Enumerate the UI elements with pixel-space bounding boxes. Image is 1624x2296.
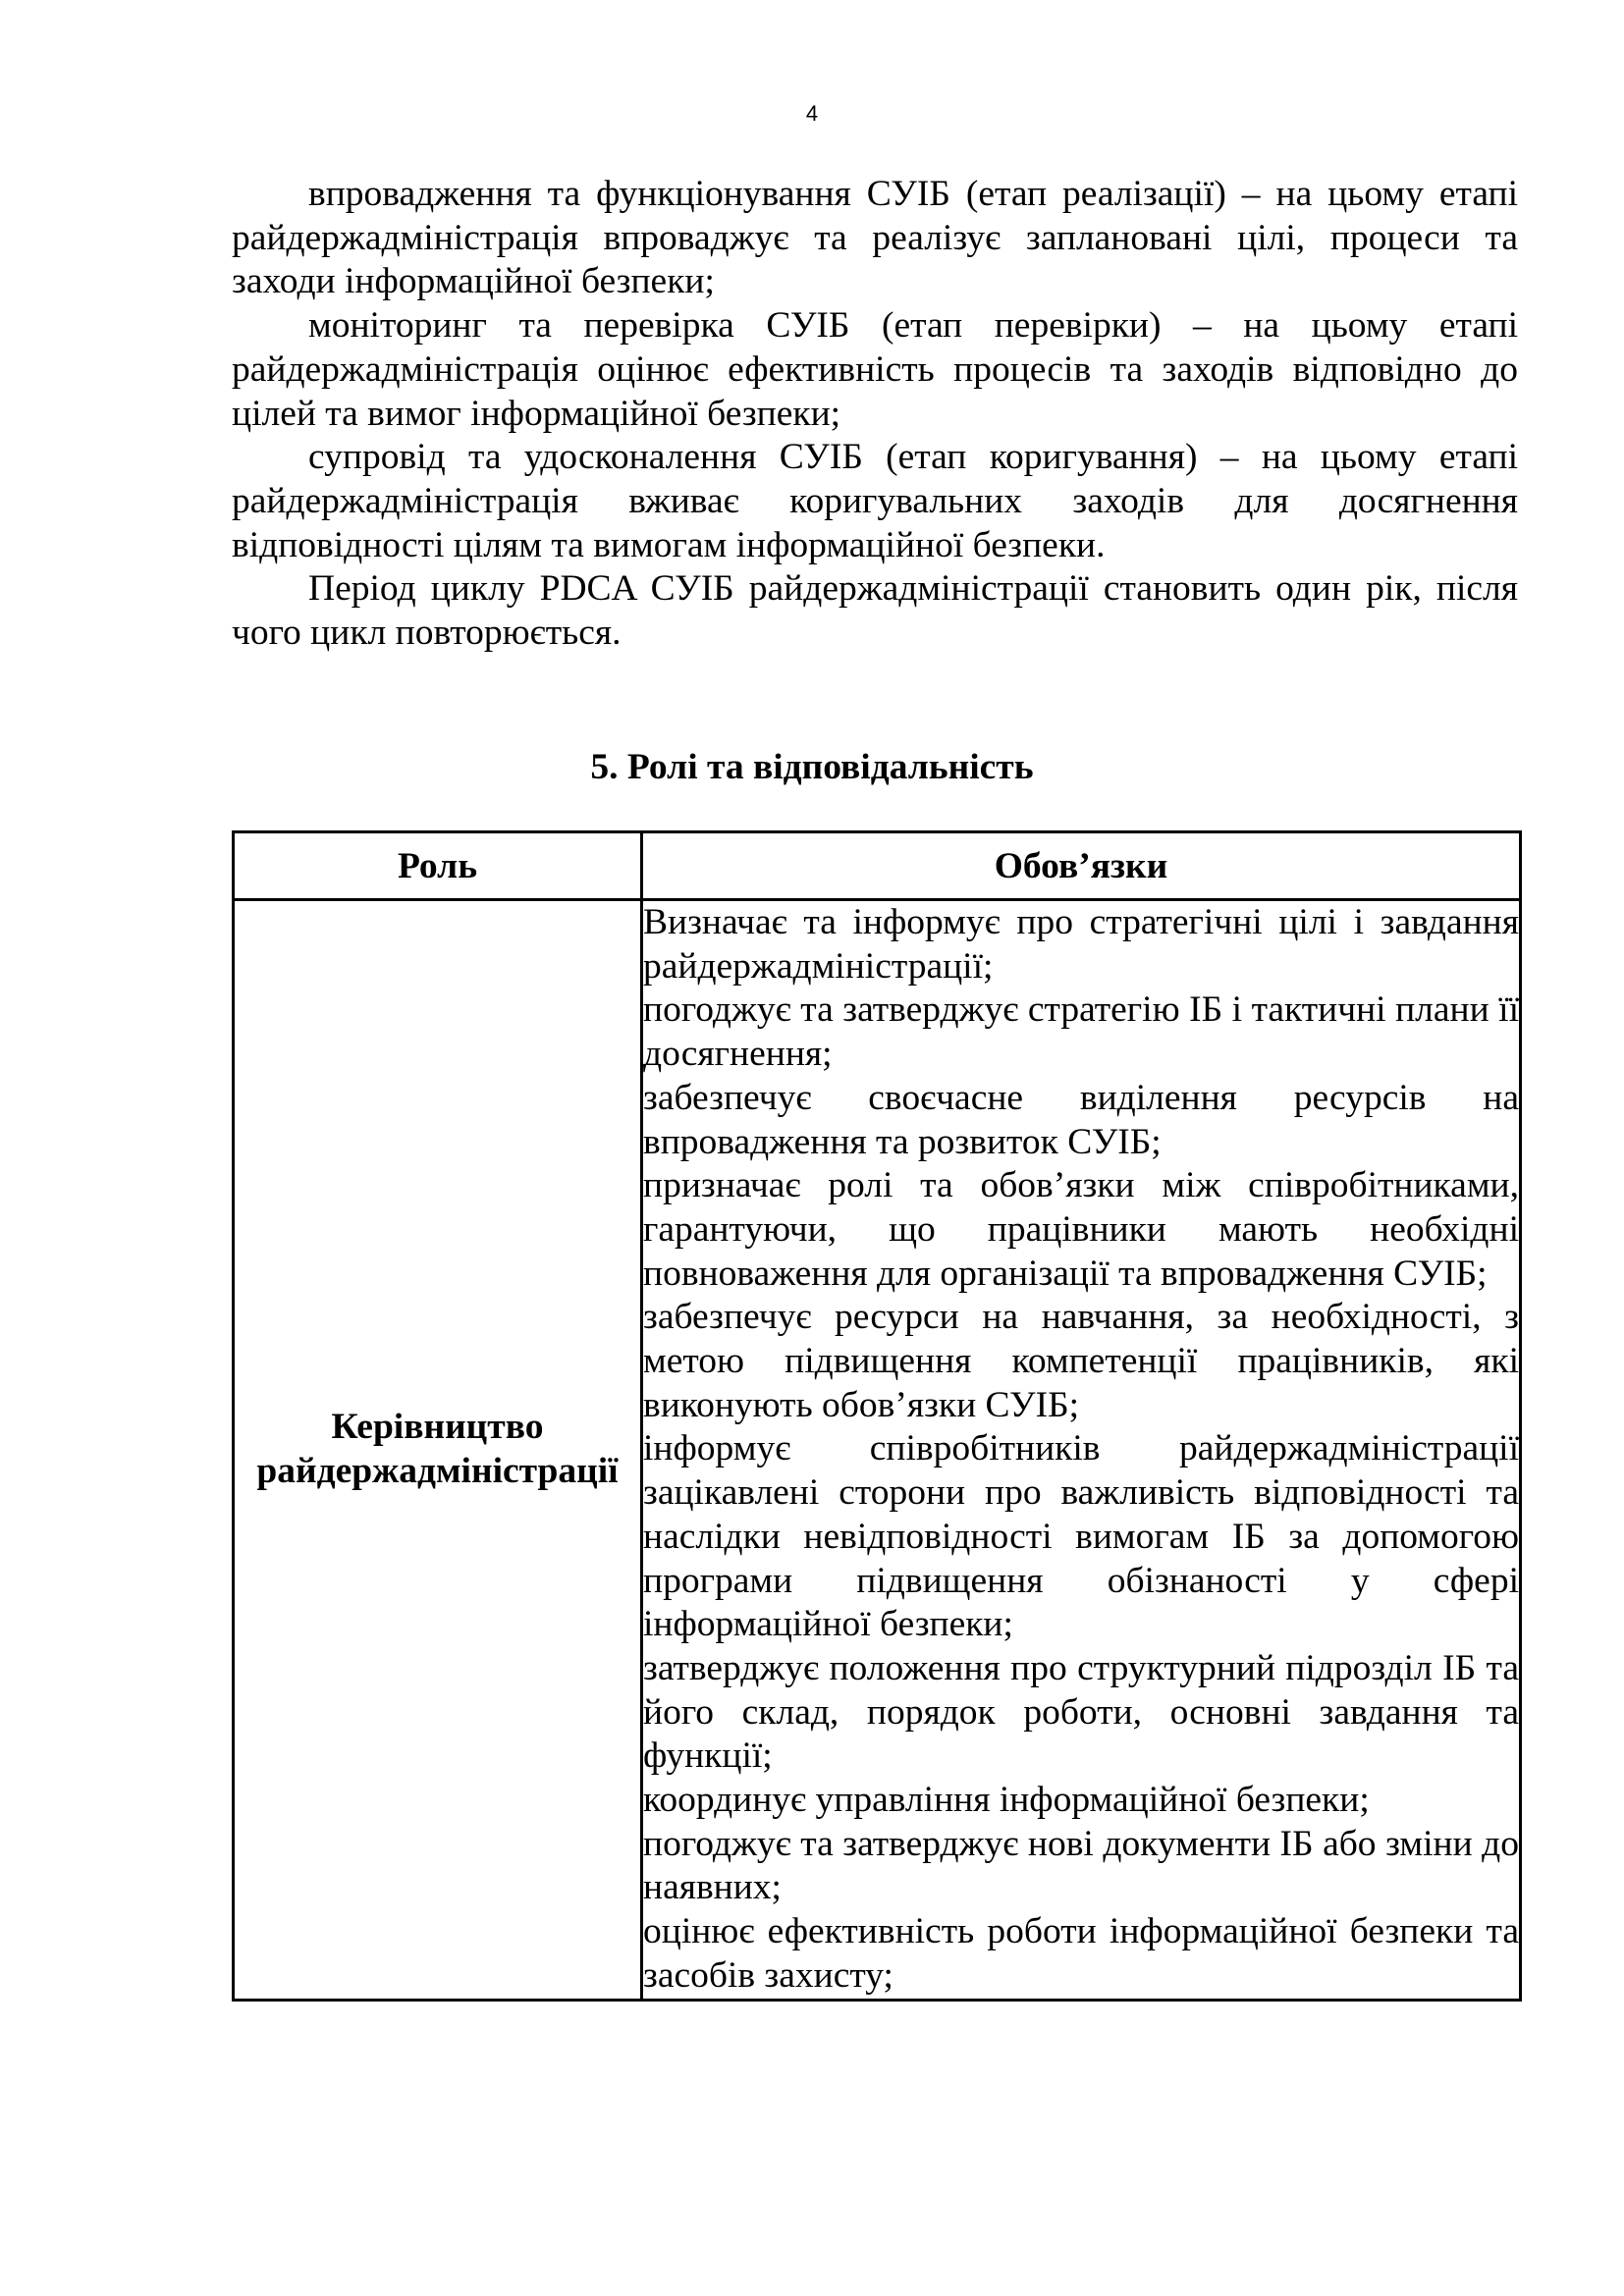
duties-cell bbox=[642, 900, 1521, 2001]
table-header-row bbox=[234, 832, 1521, 900]
page-number: 4 bbox=[805, 101, 819, 126]
paragraph-pdca-period bbox=[232, 567, 1518, 655]
paragraph-text: Період циклу PDCA СУІБ райдержадміністрації становить один рік, після чого цикл повторюється. bbox=[232, 568, 1518, 654]
duty-item: погоджує та затверджує нові документи ІБ або зміни до наявних; bbox=[643, 1823, 1519, 1908]
duty-item: координує управління інформаційної безпеки; bbox=[643, 1780, 1370, 1821]
role-line: Керівництво bbox=[331, 1407, 544, 1448]
paragraph-implementation bbox=[232, 173, 1518, 304]
roles-table bbox=[232, 830, 1522, 2002]
duty-item: погоджує та затверджує стратегію ІБ і тактичні плани її досягнення; bbox=[643, 989, 1519, 1075]
header-role: Роль bbox=[234, 832, 642, 900]
paragraph-text: моніторинг та перевірка СУІБ (етап перевірки) – на цьому етапі райдержадміністрація оцінює ефективність процесів та заходів відповідно до цілей та вимог інформаційної безпеки; bbox=[232, 305, 1518, 434]
duty-item: інформує співробітників райдержадміністрації зацікавлені сторони про важливість відповідності та наслідки невідповідності вимогам ІБ за допомогою програми підвищення обізнаності у сфері інформаційної безпеки; bbox=[643, 1428, 1519, 1645]
duty-item: затверджує положення про структурний підрозділ ІБ та його склад, порядок роботи, основні завдання та функції; bbox=[643, 1647, 1519, 1777]
paragraph-text: супровід та удосконалення СУІБ (етап коригування) – на цьому етапі райдержадміністрація вживає коригувальних заходів для досягнення відповідності цілям та вимогам інформаційної безпеки. bbox=[232, 437, 1518, 565]
role-cell bbox=[234, 900, 642, 2001]
duty-item: призначає ролі та обов’язки між співробітниками, гарантуючи, що працівники мають необхідні повноваження для організації та впровадження СУІБ; bbox=[643, 1165, 1519, 1294]
duty-item: забезпечує своєчасне виділення ресурсів на впровадження та розвиток СУІБ; bbox=[643, 1077, 1519, 1162]
role-line: райдержадміністрації bbox=[256, 1450, 619, 1491]
section-title: 5. Ролі та відповідальність bbox=[590, 747, 1034, 787]
duty-item: оцінює ефективність роботи інформаційної безпеки та засобів захисту; bbox=[643, 1911, 1519, 1996]
header-duties: Обов’язки bbox=[642, 832, 1521, 900]
duty-item: забезпечує ресурси на навчання, за необхідності, з метою підвищення компетенції працівників, які виконують обов’язки СУІБ; bbox=[643, 1297, 1519, 1425]
paragraph-monitoring bbox=[232, 304, 1518, 436]
paragraph-improvement bbox=[232, 436, 1518, 567]
paragraph-text: впровадження та функціонування СУІБ (етап реалізації) – на цьому етапі райдержадміністрація впроваджує та реалізує заплановані цілі, процеси та заходи інформаційної безпеки; bbox=[232, 174, 1518, 302]
body-text bbox=[232, 173, 1518, 656]
table-row bbox=[234, 900, 1521, 2001]
duty-item: Визначає та інформує про стратегічні цілі і завдання райдержадміністрації; bbox=[643, 902, 1519, 987]
